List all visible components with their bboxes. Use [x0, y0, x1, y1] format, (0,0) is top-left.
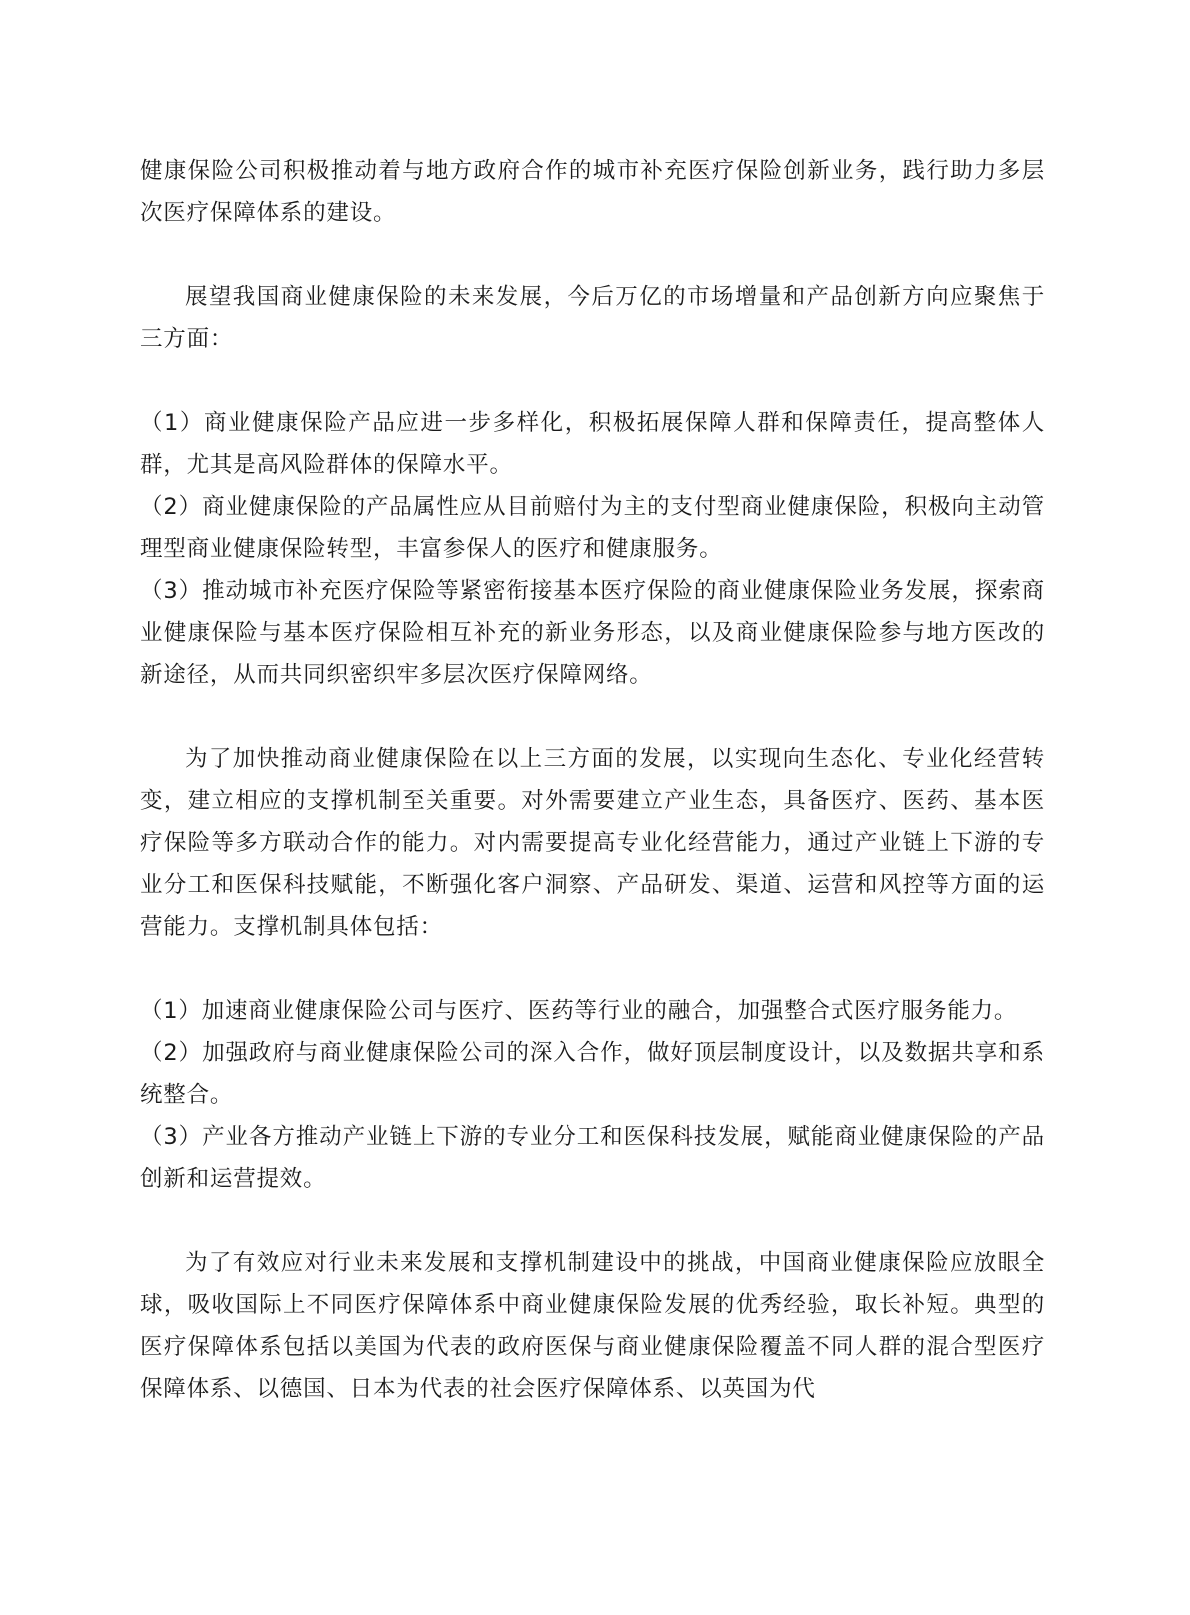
list-item-outlook-2: （2）商业健康保险的产品属性应从目前赔付为主的支付型商业健康保险，积极向主动管理型商业健康保险转型，丰富参保人的医疗和健康服务。: [140, 494, 1045, 562]
list-item-support-2: （2）加强政府与商业健康保险公司的深入合作，做好顶层制度设计，以及数据共享和系统整合。: [140, 1040, 1045, 1108]
paragraph-support-mechanism: 为了加快推动商业健康保险在以上三方面的发展，以实现向生态化、专业化经营转变，建立相应的支撑机制至关重要。对外需要建立产业生态，具备医疗、医药、基本医疗保险等多方联动合作的能力。对内需要提高专业化经营能力，通过产业链上下游的专业分工和医保科技赋能，不断强化客户洞察、产品研发、渠道、运营和风控等方面的运营能力。支撑机制具体包括：: [140, 746, 1045, 940]
paragraph-global-experience: 为了有效应对行业未来发展和支撑机制建设中的挑战，中国商业健康保险应放眼全球，吸收国际上不同医疗保障体系中商业健康保险发展的优秀经验，取长补短。典型的医疗保障体系包括以美国为代表的政府医保与商业健康保险覆盖不同人群的混合型医疗保障体系、以德国、日本为代表的社会医疗保障体系、以英国为代: [140, 1250, 1045, 1402]
list-item-outlook-3: （3）推动城市补充医疗保险等紧密衔接基本医疗保险的商业健康保险业务发展，探索商业健康保险与基本医疗保险相互补充的新业务形态，以及商业健康保险参与地方医改的新途径，从而共同织密织牢多层次医疗保障网络。: [140, 578, 1045, 688]
list-item-support-3: （3）产业各方推动产业链上下游的专业分工和医保科技发展，赋能商业健康保险的产品创新和运营提效。: [140, 1124, 1045, 1192]
paragraph-outlook: 展望我国商业健康保险的未来发展，今后万亿的市场增量和产品创新方向应聚焦于三方面：: [140, 284, 1045, 352]
paragraph-city-insurance: 健康保险公司积极推动着与地方政府合作的城市补充医疗保险创新业务，践行助力多层次医疗保障体系的建设。: [140, 158, 1045, 226]
list-item-support-1: （1）加速商业健康保险公司与医疗、医药等行业的融合，加强整合式医疗服务能力。: [140, 998, 1018, 1024]
list-item-outlook-1: （1）商业健康保险产品应进一步多样化，积极拓展保障人群和保障责任，提高整体人群，尤其是高风险群体的保障水平。: [140, 410, 1045, 478]
document-page: [140, 150, 1045, 1410]
